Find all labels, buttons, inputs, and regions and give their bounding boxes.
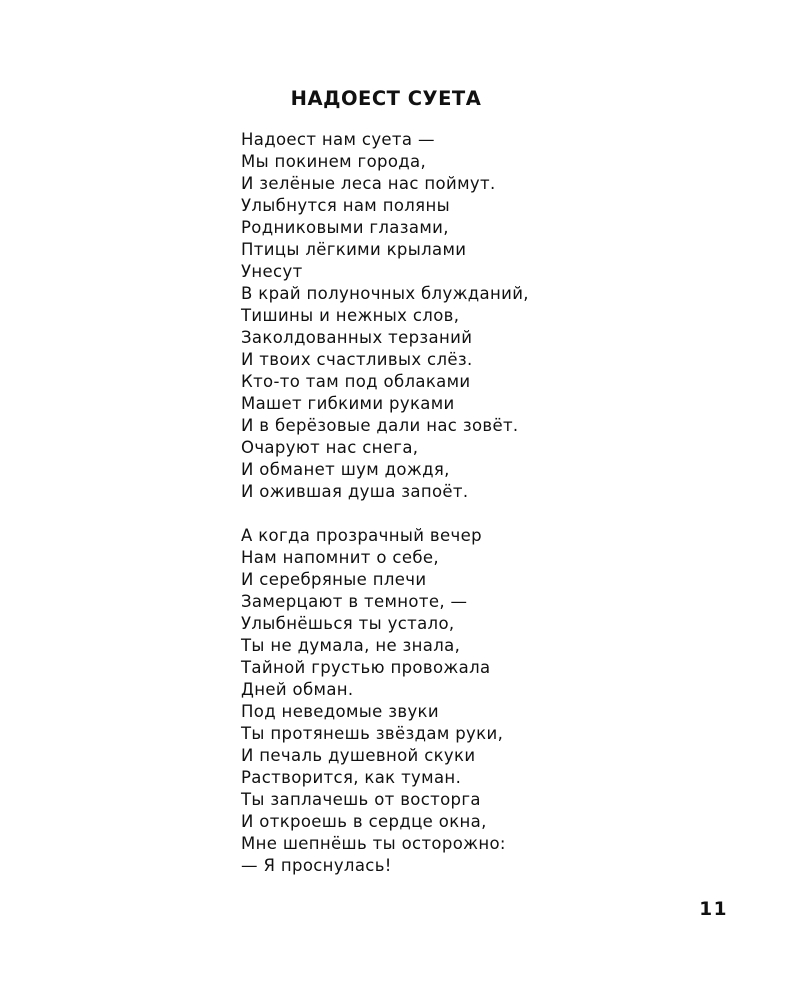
- poem-line: Ты заплачешь от восторга: [241, 790, 481, 809]
- poem-line: Растворится, как туман.: [241, 768, 462, 787]
- poem-line: Унесут: [241, 262, 303, 281]
- poem-line: Дней обман.: [241, 680, 354, 699]
- poem-line: А когда прозрачный вечер: [241, 526, 482, 545]
- poem-line: Ты не думала, не знала,: [241, 636, 461, 655]
- page-number: 11: [699, 899, 728, 920]
- poem-line: И зелёные леса нас поймут.: [241, 174, 496, 193]
- poem-line: Мы покинем города,: [241, 152, 427, 171]
- poem-line: И ожившая душа запоёт.: [241, 482, 469, 501]
- poem-line: И твоих счастливых слёз.: [241, 350, 473, 369]
- poem-line: Улыбнёшься ты устало,: [241, 614, 455, 633]
- stanza-2: [241, 525, 761, 877]
- poem-line: И серебряные плечи: [241, 570, 427, 589]
- poem-line: Тайной грустью провожала: [241, 658, 491, 677]
- poem-line: Нам напомнит о себе,: [241, 548, 439, 567]
- poem-line: — Я проснулась!: [241, 856, 392, 875]
- poem-line: Тишины и нежных слов,: [241, 306, 460, 325]
- poem-line: Мне шепнёшь ты осторожно:: [241, 834, 506, 853]
- poem-line: И печаль душевной скуки: [241, 746, 476, 765]
- poem-line: Кто-то там под облаками: [241, 372, 471, 391]
- poem-line: Под неведомые звуки: [241, 702, 439, 721]
- poem-line: И обманет шум дождя,: [241, 460, 450, 479]
- poem-line: В край полуночных блужданий,: [241, 284, 529, 303]
- stanza-break: [241, 503, 761, 525]
- poem-line: Улыбнутся нам поляны: [241, 196, 450, 215]
- poem-line: Машет гибкими руками: [241, 394, 455, 413]
- poem-line: Птицы лёгкими крылами: [241, 240, 467, 259]
- poem-line: И в берёзовые дали нас зовёт.: [241, 416, 519, 435]
- stanza-1: [241, 129, 761, 503]
- poem-line: Очаруют нас снега,: [241, 438, 419, 457]
- poem-line: Ты протянешь звёздам руки,: [241, 724, 504, 743]
- poem-line: Надоест нам суета —: [241, 130, 435, 149]
- poem-line: И откроешь в сердце окна,: [241, 812, 487, 831]
- poem-line: Заколдованных терзаний: [241, 328, 473, 347]
- poem-body: [241, 129, 761, 877]
- poem-line: Замерцают в темноте, —: [241, 592, 468, 611]
- poem-title: НАДОЕСТ СУЕТА: [290, 87, 482, 110]
- poem-line: Родниковыми глазами,: [241, 218, 449, 237]
